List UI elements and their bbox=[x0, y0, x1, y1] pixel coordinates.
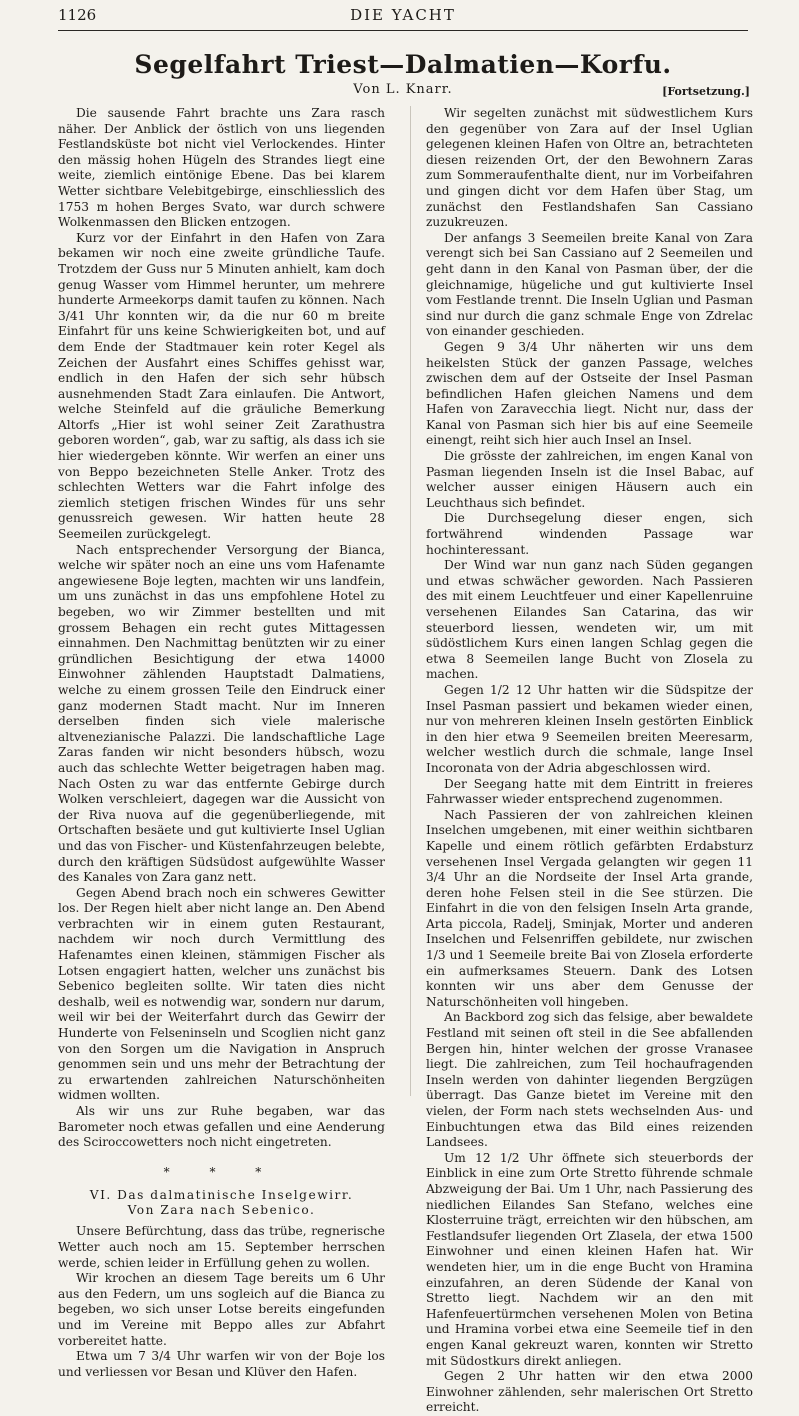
section-heading-line-1: VI. Das dalmatinische Inselgewirr. bbox=[89, 1188, 354, 1203]
paragraph: Der Wind war nun ganz nach Süden gegangen und etwas schwächer geworden. Nach Passieren des mit einem Leuchtfeuer und einer Kapellenruine versehenen Eilandes San Catarina, das wir steuerbord liessen, wendeten wir, um mit südöstlichem Kurs einen langen Schlag gegen die etwa 8 Seemeilen lange Bucht von Zlosela zu machen. bbox=[426, 558, 753, 682]
header-rule bbox=[58, 30, 748, 31]
right-column bbox=[426, 106, 753, 1416]
paragraph: Gegen 9 3/4 Uhr näherten wir uns dem heikelsten Stück der ganzen Passage, welches zwischen dem auf der Ostseite der Insel Pasman befindlichen Hafen gleichen Namens und dem Hafen von Zaravecchia liegt. Nicht nur, dass der Kanal von Pasman sich hier bis auf eine Seemeile einengt, reiht sich hier auch Insel an Insel. bbox=[426, 339, 753, 448]
journal-title: DIE YACHT bbox=[350, 6, 456, 24]
paragraph: Die sausende Fahrt brachte uns Zara rasch näher. Der Anblick der östlich von uns liegenden Festlandsküste bot nicht viel Verlockendes. Hinter den mässig hohen Hügeln des Strandes liegt eine weite, ziemlich eintönige Ebene. Das bei klarem Wetter sichtbare Velebitgebirge, einschliesslich des 1753 m hohen Berges Svato, war durch schwere Wolkenmassen den Blicken entzogen. bbox=[58, 106, 385, 230]
paragraph: Etwa um 7 3/4 Uhr warfen wir von der Boje los und verliessen vor Besan und Klüver den Hafen. bbox=[58, 1349, 385, 1379]
page-number: 1126 bbox=[58, 6, 97, 24]
paragraph: Wir krochen an diesem Tage bereits um 6 Uhr aus den Federn, um uns sogleich auf die Bianca zu begeben, wo sich unser Lotse bereits eingefunden und im Vereine mit Beppo alles zur Abfahrt vorbereitet hatte. bbox=[58, 1271, 385, 1348]
article-title: Segelfahrt Triest—Dalmatien—Korfu. bbox=[134, 50, 672, 79]
paragraph: Gegen 1/2 12 Uhr hatten wir die Südspitze der Insel Pasman passiert und bekamen wieder einen, nur von mehreren kleinen Inseln gestörten Einblick in den hier etwa 9 Seemeilen breiten Meeresarm, welcher westlich durch die schmale, lange Insel Incoronata von der Adria abgeschlossen wird. bbox=[426, 682, 753, 775]
paragraph: Der anfangs 3 Seemeilen breite Kanal von Zara verengt sich bei San Cassiano auf 2 Seemeilen und geht dann in den Kanal von Pasman über, der die gleichnamige, hügeliche und gut kultivierte Insel vom Festlande trennt. Die Inseln Uglian und Pasman sind nur durch die ganz schmale Enge von Zdrelac von einander geschieden. bbox=[426, 230, 753, 339]
paragraph: Wir segelten zunächst mit südwestlichem Kurs den gegenüber von Zara auf der Insel Uglian gelegenen kleinen Hafen von Oltre an, betrachteten diesen reizenden Ort, der den Bewohnern Zaras zum Sommeraufenthalte dient, nur im Vorbeifahren und gingen dicht vor dem Hafen über Stag, um zunächst den Festlandshafen San Cassiano zuzukreuzen. bbox=[426, 106, 753, 230]
paragraph: Nach entsprechender Versorgung der Bianca, welche wir später noch an eine uns vom Hafenamte angewiesene Boje legten, machten wir uns landfein, um uns zunächst in das uns empfohlene Hotel zu begeben, wo wir Zimmer bestellten und mit grossem Behagen ein recht gutes Mittagessen einnahmen. Den Nachmittag benützten wir zu einer gründlichen Besichtigung der etwa 14000 Einwohner zählenden Hauptstadt Dalmatiens, welche zu einem grossen Teile den Eindruck einer ganz modernen Stadt macht. Nur im Inneren derselben finden sich viele malerische altvenezianische Palazzi. Die landschaftliche Lage Zaras fanden wir nicht besonders hübsch, wozu auch das schlechte Wetter beigetragen haben mag. Nach Osten zu war das entfernte Gebirge durch Wolken verschleiert, dagegen war die Aussicht von der Riva nuova auf die gegenüberliegende, mit Ortschaften besäete und gut kultivierte Insel Uglian und das von Fischer- und Küstenfahrzeugen belebte, durch den kräftigen Südsüdost aufgewühlte Wasser des Kanales von Zara ganz nett. bbox=[58, 542, 385, 885]
paragraph: Die grösste der zahlreichen, im engen Kanal von Pasman liegenden Inseln ist die Insel Babac, auf welcher ausser einigen Häusern auch ein Leuchthaus sich befindet. bbox=[426, 449, 753, 510]
paragraph: Die Durchsegelung dieser engen, sich fortwährend windenden Passage war hochinteressant. bbox=[426, 511, 753, 557]
column-divider bbox=[410, 106, 411, 1096]
paragraph: Nach Passieren der von zahlreichen kleinen Inselchen umgebenen, mit einer weithin sichtbaren Kapelle und einem rötlich gefärbten Erdabsturz versehenen Insel Vergada gelangten wir gegen 11 3/4 Uhr an die Nordseite der Insel Arta grande, deren hohe Felsen steil in die See stürzen. Die Einfahrt in die von den felsigen Inseln Arta grande, Arta piccola, Radelj, Sminjak, Morter und anderen Inselchen und Felsenriffen gebildete, nur zwischen 1/3 und 1 Seemeile breite Bai von Zlosela erforderte ein aufmerksames Steuern. Dank des Lotsen konnten wir uns aber dem Genusse der Naturschönheiten voll hingeben. bbox=[426, 807, 753, 1009]
article-byline: Von L. Knarr. bbox=[353, 82, 453, 97]
paragraph: Unsere Befürchtung, dass das trübe, regnerische Wetter auch noch am 15. September herrschen werde, schien leider in Erfüllung gehen zu wollen. bbox=[58, 1224, 385, 1270]
continuation-note: [Fortsetzung.] bbox=[662, 85, 750, 98]
section-heading-line-2: Von Zara nach Sebenico. bbox=[127, 1203, 316, 1218]
left-column bbox=[58, 106, 385, 1380]
paragraph: Als wir uns zur Ruhe begaben, war das Barometer noch etwas gefallen und eine Aenderung des Sciroccowetters noch nicht eingetreten. bbox=[58, 1104, 385, 1150]
paragraph: Gegen Abend brach noch ein schweres Gewitter los. Der Regen hielt aber nicht lange an. Den Abend verbrachten wir in einem guten Restaurant, nachdem wir noch durch Vermittlung des Hafenamtes einen kleinen, stämmigen Fischer als Lotsen engagiert hatten, welcher uns zunächst bis Sebenico begleiten sollte. Wir taten dies nicht deshalb, weil es notwendig war, sondern nur darum, weil wir bei der Weiterfahrt durch das Gewirr der Hunderte von Felseninseln und Scoglien nicht ganz von den Sorgen um die Navigation in Anspruch genommen sein und uns mehr der Betrachtung der zu erwartenden zahlreichen Naturschönheiten widmen wollten. bbox=[58, 885, 385, 1103]
paragraph: An Backbord zog sich das felsige, aber bewaldete Festland mit seinen oft steil in die See abfallenden Bergen hin, hinter welchen der grosse Vranasee liegt. Die zahlreichen, zum Teil hochaufragenden Inseln werden von dahinter liegenden Bergzügen überragt. Das Ganze bietet im Vereine mit den vielen, der Form nach stets wechselnden Aus- und Einbuchtungen etwa das Bild eines reizenden Landsees. bbox=[426, 1010, 753, 1150]
section-heading bbox=[58, 1188, 385, 1218]
paragraph: Kurz vor der Einfahrt in den Hafen von Zara bekamen wir noch eine zweite gründliche Taufe. Trotzdem der Guss nur 5 Minuten anhielt, kam doch genug Wasser vom Himmel herunter, um mehrere hunderte Armeekorps damit taufen zu können. Nach 3/41 Uhr konnten wir, da die nur 60 m breite Einfahrt für uns keine Schwierigkeiten bot, und auf dem Ende der Stadtmauer kein roter Kegel als Zeichen der Ausfahrt eines Schiffes gehisst war, endlich in den Hafen der sich sehr hübsch ausnehmenden Stadt Zara einlaufen. Die Antwort, welche Steinfeld auf die gräuliche Bemerkung Altorfs „Hier ist wohl seiner Zeit Zarathustra geboren worden“, gab, war zu saftig, als dass ich sie hier wiedergeben könnte. Wir werfen an einer uns von Beppo bezeichneten Stelle Anker. Trotz des schlechten Wetters war die Fahrt infolge des ziemlich stetigen frischen Windes für uns sehr genussreich gewesen. Wir hatten heute 28 Seemeilen zurückgelegt. bbox=[58, 230, 385, 542]
paragraph: Um 12 1/2 Uhr öffnete sich steuerbords der Einblick in eine zum Orte Stretto führende schmale Abzweigung der Bai. Um 1 Uhr, nach Passierung des niedlichen Eilandes San Stefano, welches eine Klosterruine trägt, erreichten wir den hübschen, am Festlandsufer liegenden Ort Zlasela, der etwa 1500 Einwohner und einen kleinen Hafen hat. Wir wendeten hier, um in die enge Bucht von Hramina einzufahren, an deren Südende der Kanal von Stretto liegt. Nachdem wir an den mit Hafenfeuertürmchen versehenen Molen von Betina und Hramina vorbei etwa eine Seemeile tief in den engen Kanal gekreuzt waren, konnten wir Stretto mit Südostkurs direkt anliegen. bbox=[426, 1150, 753, 1368]
running-head bbox=[58, 6, 748, 28]
section-ornament: * * * bbox=[163, 1164, 280, 1179]
paragraph: Der Seegang hatte mit dem Eintritt in freieres Fahrwasser wieder entsprechend zugenommen. bbox=[426, 776, 753, 807]
paragraph: Gegen 2 Uhr hatten wir den etwa 2000 Einwohner zählenden, sehr malerischen Ort Stretto erreicht. bbox=[426, 1369, 753, 1415]
